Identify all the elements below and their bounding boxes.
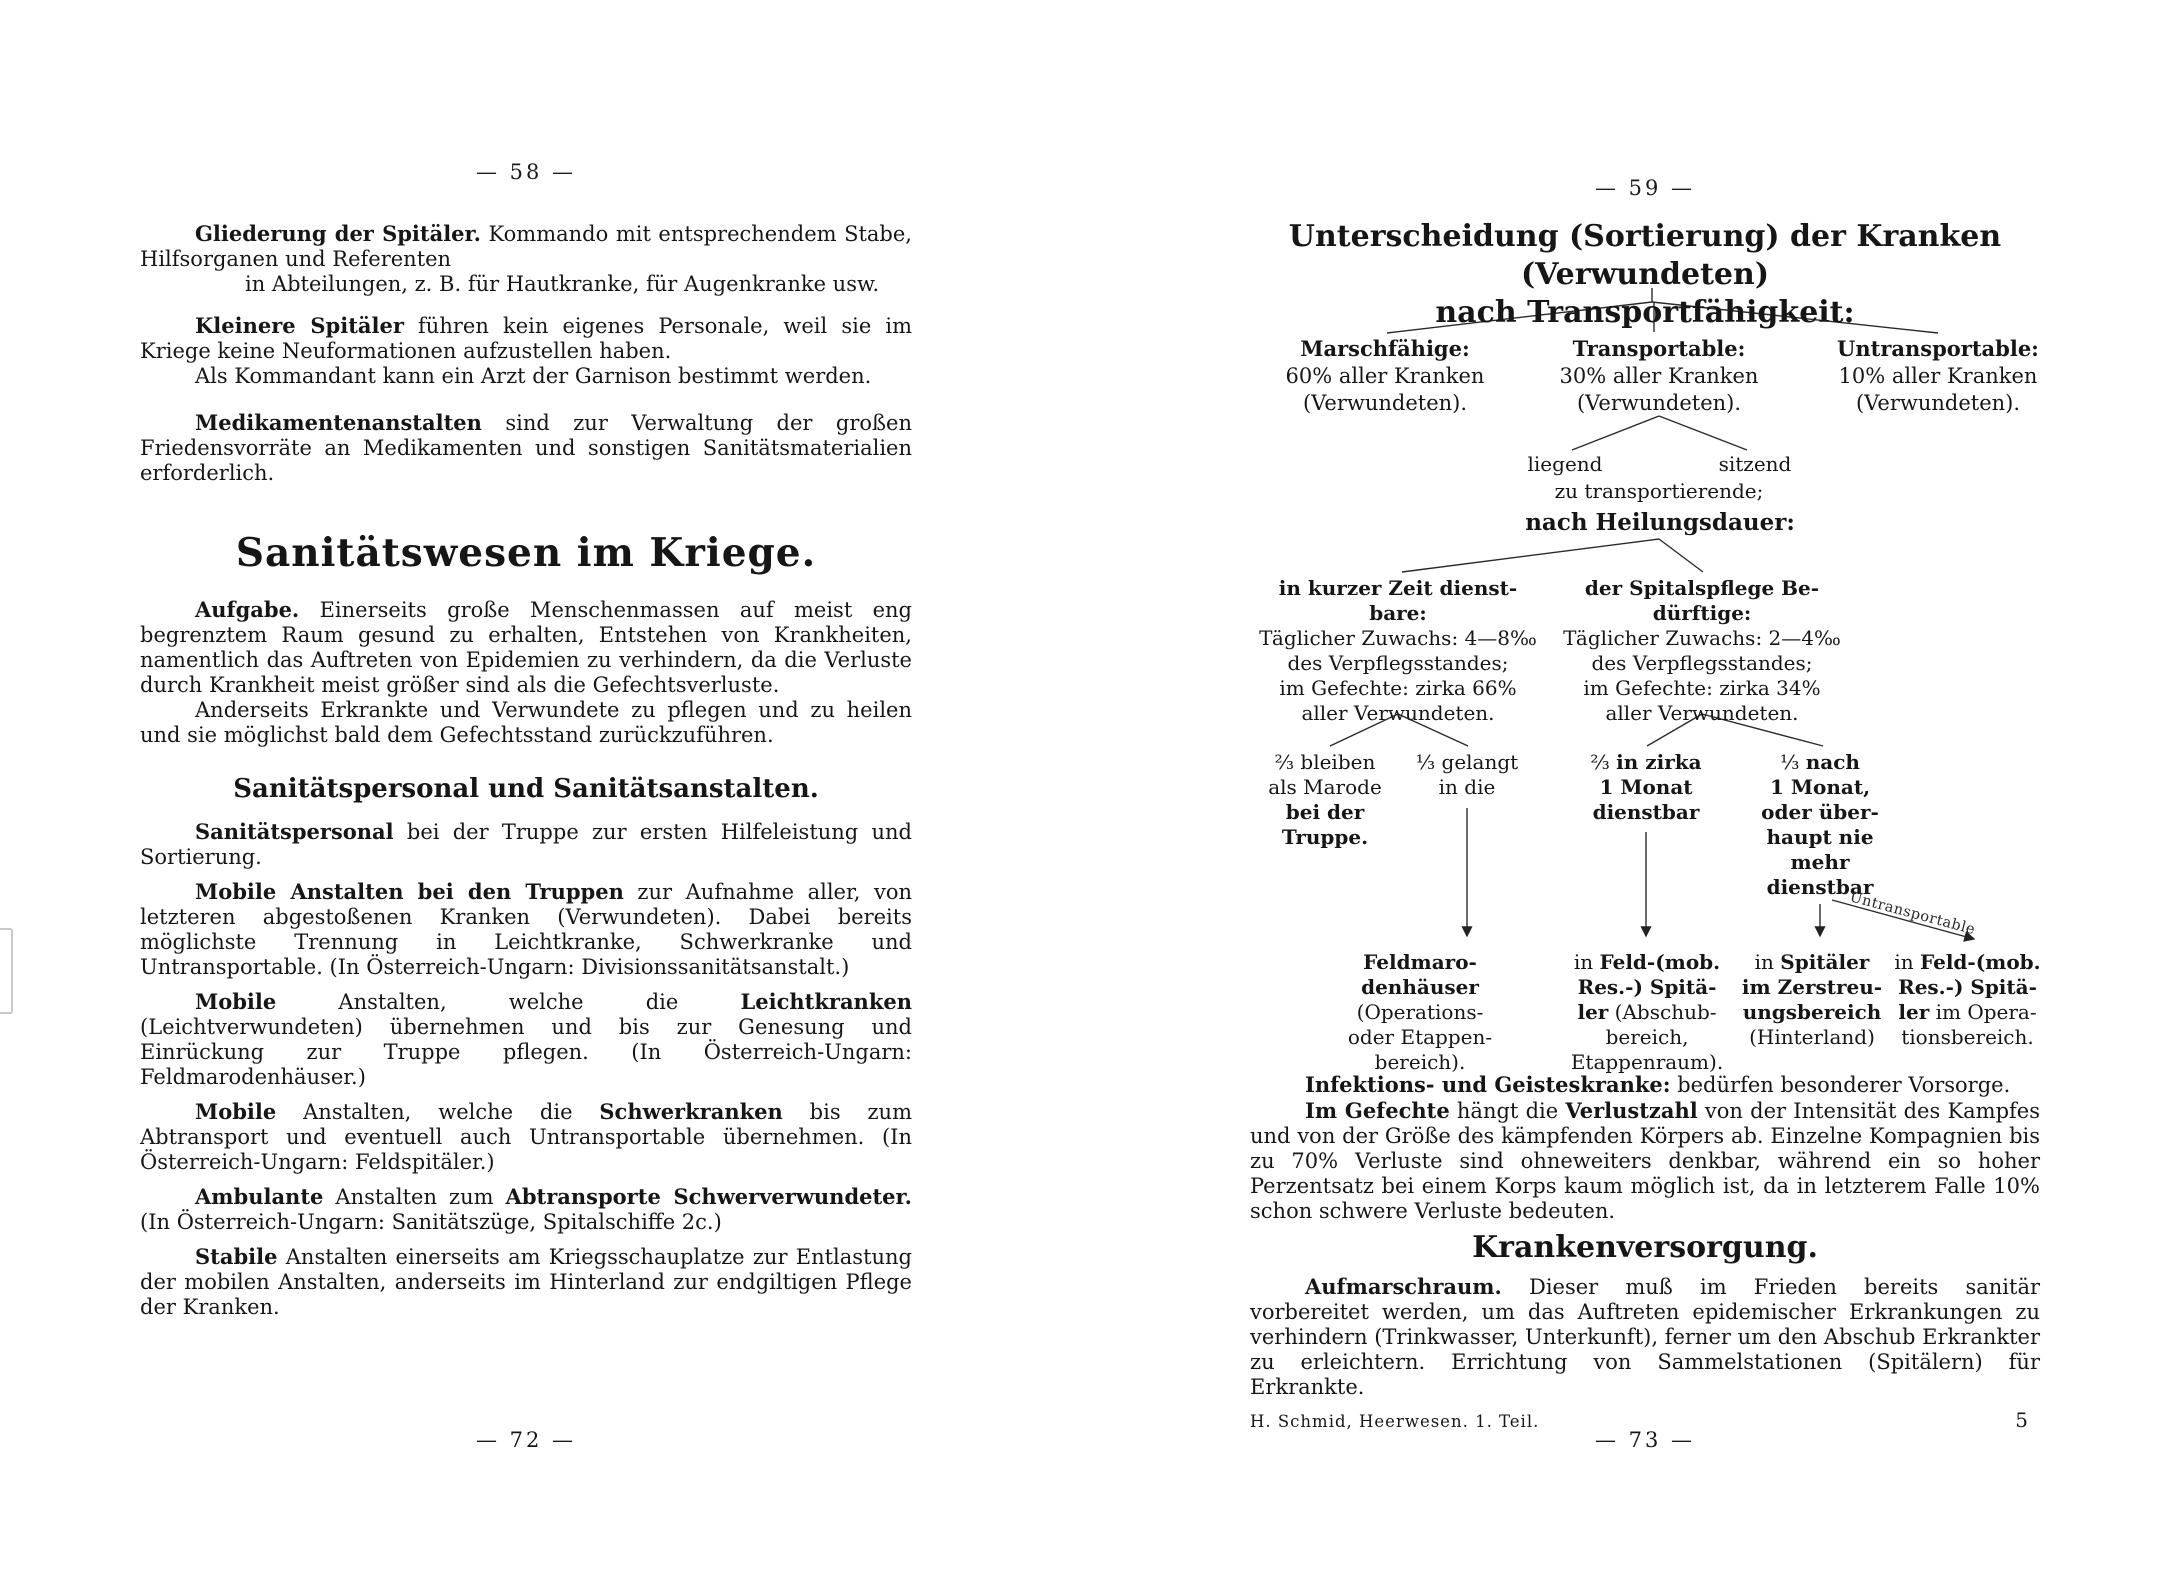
page-number-bottom-left: — 72 —	[475, 1428, 577, 1452]
paragraph-im-gefechte: Im Gefechte hängt die Verlustzahl von der Intensität des Kampfes und von der Größe des kämpfenden Körpers ab. Einzelne Kompagnien bis zu 70% Verluste sind ohneweiters denkbar, während ein so hoher Perzentsatz bei einem Korps kaum möglich ist, da in letzterem Falle 10% schon schwere Verluste bedeuten.	[1250, 1098, 2040, 1223]
tree-node-marschfaehige: Marschfähige: 60% aller Kranken (Verwundeten).	[1285, 336, 1485, 415]
paragraph-stabile-anstalten: Stabile Anstalten einerseits am Kriegsschauplatze zur Entlastung der mobilen Anstalten, anderseits im Hinterland zur endgiltigen Pflege der Kranken.	[140, 1244, 912, 1319]
paragraph-mobile-anstalten-truppen: Mobile Anstalten bei den Truppen zur Aufnahme aller, von letzteren abgestoßenen Kranken (Verwundeten). Dabei bereits möglichste Trennung in Leichtkranke, Schwerkranke und Untransportable. (In Österreich-Ungarn: Divisionssanitätsanstalt.)	[140, 879, 912, 979]
tree-node-spitalspflege: der Spitalspflege Be- dürftige: Täglicher Zuwachs: 2—4‰ des Verpflegsstandes; im Gefechte: zirka 34% aller Verwundeten.	[1563, 576, 1841, 725]
tree-node-transportable: Transportable: 30% aller Kranken (Verwundeten).	[1559, 336, 1759, 415]
tree-node-eindrittel-gelangt: ¹⁄₃ gelangt in die	[1415, 750, 1519, 799]
paragraph-ambulante-anstalten: Ambulante Anstalten zum Abtransporte Schwerverwundeter. (In Österreich-Ungarn: Sanitätszüge, Spitalschiffe 2c.)	[140, 1184, 912, 1234]
paragraph-gliederung: Gliederung der Spitäler. Kommando mit entsprechendem Stabe, Hilfsorganen und Referenten	[140, 221, 912, 271]
diagram-title-line1: Unterscheidung (Sortierung) der Kranken (Verwundeten)	[1288, 219, 2002, 292]
heading-sanitaetswesen: Sanitätswesen im Kriege.	[235, 530, 817, 576]
tree-node-zweidrittel-marode: ²⁄₃ bleiben als Marode bei der Truppe.	[1268, 750, 1382, 849]
arrow-label-untransportable: Untransportable	[1847, 889, 1977, 939]
paragraph-aufmarschraum: Aufmarschraum. Dieser muß im Frieden bereits sanitär vorbereitet werden, um das Auftreten epidemischer Erkrankungen zu verhindern (Trinkwasser, Unterkunft), ferner um den Abschub Erkrankter zu erleichtern. Errichtung von Sammelstationen (Spitälern) für Erkrankte.	[1250, 1274, 2040, 1399]
paragraph-medikamentenanstalten: Medikamentenanstalten sind zur Verwaltung der großen Friedensvorräte an Medikamenten und sonstigen Sanitätsmaterialien erforderlich.	[140, 410, 912, 485]
tree-node-liegend: liegend	[1527, 452, 1603, 476]
right-page-text-block	[1250, 1072, 2040, 1434]
tree-node-zweidrittel-monat: ²⁄₃ in zirka 1 Monat dienstbar	[1590, 750, 1702, 824]
tree-leaf-feldmarodenhaeuser: Feldmaro- denhäuser (Operations- oder Etappen- bereich).	[1347, 950, 1493, 1074]
heading-heilungsdauer: nach Heilungsdauer:	[1525, 509, 1795, 536]
signature-author: H. Schmid, Heerwesen. 1. Teil.	[1250, 1412, 1540, 1431]
diagram-title	[1250, 218, 2040, 332]
paragraph-aufgabe: Aufgabe. Einerseits große Menschenmassen auf meist eng begrenztem Raum gesund zu erhalten, Entstehen von Krankheiten, namentlich das Auftreten von Epidemien zu verhindern, da die Verluste durch Krankheit meist größer sind als die Gefechtsverluste.	[140, 597, 912, 697]
tree-leaf-feldspitaeler-operationsbereich: in Feld-(mob. Res.-) Spitä- ler im Opera- tionsbereich.	[1894, 950, 2041, 1049]
paragraph-sanitaetspersonal: Sanitätspersonal bei der Truppe zur ersten Hilfeleistung und Sortierung.	[140, 819, 912, 869]
subheading-sanitaetspersonal: Sanitätspersonal und Sanitätsanstalten.	[233, 774, 819, 804]
tree-node-sitzend: sitzend	[1718, 452, 1792, 476]
paragraph-mobile-schwerkranke: Mobile Anstalten, welche die Schwerkranken bis zum Abtransport und eventuell auch Untransportable übernehmen. (In Österreich-Ungarn: Feldspitäler.)	[140, 1099, 912, 1174]
tree-note-zu-transportierende: zu transportierende;	[1554, 479, 1764, 503]
paragraph-gliederung-cont: in Abteilungen, z. B. für Hautkranke, für Augenkranke usw.	[245, 272, 880, 296]
page-right	[1250, 160, 2050, 1579]
page-number-bottom-right: — 73 —	[1594, 1428, 1696, 1452]
tree-node-kurzzeit-dienstbare: in kurzer Zeit dienst- bare: Täglicher Zuwachs: 4—8‰ des Verpflegsstandes; im Gefechte: zirka 66% aller Verwundeten.	[1259, 576, 1537, 725]
scan-artifact-left-edge	[0, 928, 13, 1014]
paragraph-mobile-leichtkranke: Mobile Anstalten, welche die Leichtkranken (Leichtverwundeten) übernehmen und bis zur Genesung und Einrückung zur Truppe pflegen. (In Österreich-Ungarn: Feldmarodenhäuser.)	[140, 989, 912, 1089]
paragraph-infektionskranke: Infektions- und Geisteskranke: bedürfen besonderer Vorsorge.	[1305, 1072, 2011, 1097]
paragraph-anderseits: Anderseits Erkrankte und Verwundete zu pflegen und zu heilen und sie möglichst bald dem Gefechtsstand zurückzuführen.	[140, 698, 912, 747]
tree-leaf-feldspitaeler-abschub: in Feld-(mob. Res.-) Spitä- ler (Abschub- bereich, Etappenraum).	[1570, 950, 1724, 1074]
tree-node-eindrittel-nie-dienstbar: ¹⁄₃ nach 1 Monat, oder über- haupt nie mehr dienstbar	[1761, 750, 1879, 899]
tree-leaf-spitaeler-zerstreuungsbereich: in Spitäler im Zerstreu- ungsbereich (Hinterland)	[1741, 950, 1883, 1049]
page-number-top-left: — 58 —	[475, 160, 577, 184]
heading-krankenversorgung: Krankenversorgung.	[1472, 1230, 1818, 1265]
signature-number: 5	[2015, 1408, 2028, 1432]
page-number-top-right: — 59 —	[1594, 176, 1696, 200]
paragraph-kleinere-spitaeler: Kleinere Spitäler führen kein eigenes Personale, weil sie im Kriege keine Neuformationen aufzustellen haben.	[140, 313, 912, 363]
diagram-title-line2: nach Transportfähigkeit:	[1435, 295, 1855, 330]
paragraph-kommandant: Als Kommandant kann ein Arzt der Garnison bestimmt werden.	[195, 364, 872, 388]
tree-node-untransportable: Untransportable: 10% aller Kranken (Verwundeten).	[1837, 336, 2039, 415]
page-left	[140, 160, 912, 1320]
